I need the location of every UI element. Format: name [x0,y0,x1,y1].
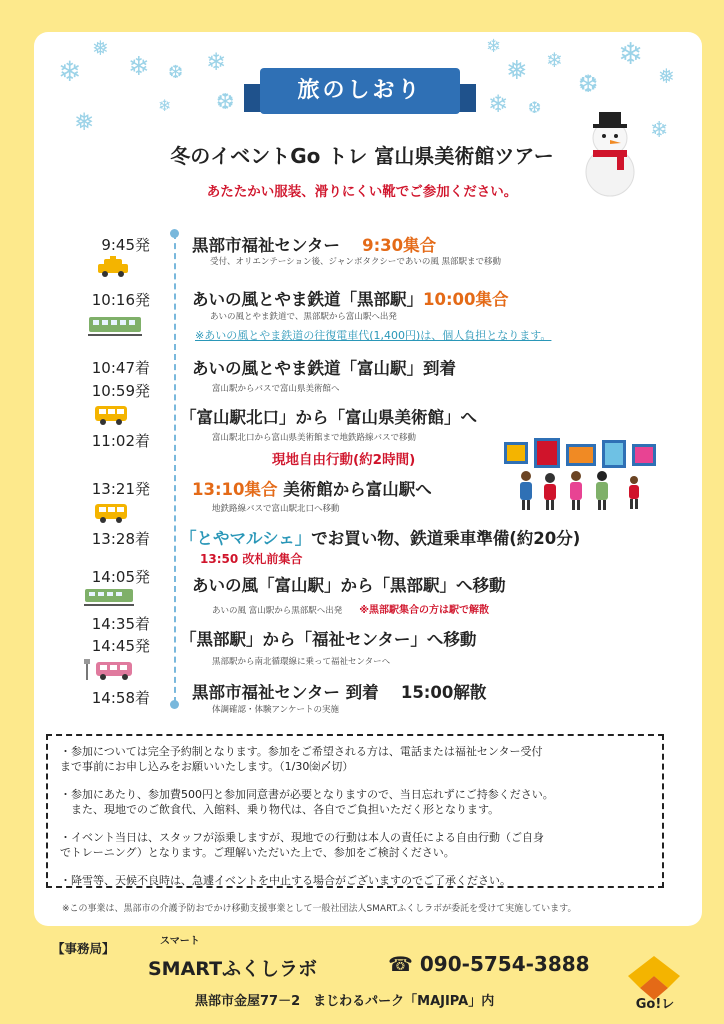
step-2-place: あいの風とやま鉄道「黒部駅」 [192,290,423,309]
step-4-note: 富山駅北口から富山県美術館まで地鉄路線バスで移動 [212,433,417,443]
snowflake-icon: ❅ [74,108,95,136]
time-arrive: 11:02着 [91,432,150,450]
time-depart: 10:59発 [91,382,150,400]
step-7-place: あいの風「富山駅」から「黒部駅」へ移動 [192,576,506,595]
train-icon [84,586,134,608]
snowflake-icon: ❄ [158,96,172,115]
step-6-highlight: 「とやマルシェ」 [180,529,312,548]
time-arrive: 14:35着 [91,615,150,633]
step-9-note: 体調確認・体験アンケートの実施 [212,705,339,715]
step-9-end: 15:00解散 [400,683,487,702]
phone-number[interactable] [388,952,590,976]
step-3-note: 富山駅からバスで富山県美術館へ [212,384,340,394]
step-6-meet: 13:50 改札前集合 [200,552,303,566]
phone-icon: ☎ [388,952,413,976]
step-1-place: 黒部市福祉センター [192,236,340,255]
time-depart: 10:16発 [91,291,150,309]
step-8-place: 「黒部駅」から「福祉センター」へ移動 [180,630,477,649]
step-9-place: 黒部市福祉センター 到着 [192,683,379,702]
time-arrive: 14:58着 [91,689,150,707]
local-bus-icon [84,658,134,682]
snowflake-icon: ❄ [206,48,227,76]
step-4-place: 「富山駅北口」から「富山県美術館」へ [180,408,477,427]
step-9-title [192,679,486,703]
snowflake-icon: ❄ [546,48,563,72]
snowflake-icon: ❄ [58,55,82,88]
notice-item: ・参加については完全予約制となります。参加をご希望される方は、電話または福祉センター受付 まで事前にお申し込みをお願いいたします。（1/30㈮〆切） [60,745,543,773]
notice-item: ・降雪等、天候不良時は、急遽イベントを中止する場合がございますのでご了承ください。 [60,874,511,887]
step-1-meet: 9:30集合 [362,236,437,255]
notice-item: ・イベント当日は、スタッフが添乗しますが、現地での行動は本人の責任による自由行動（ご自身 でトレーニング）となります。ご理解いただいた上で、参加をご検討ください。 [60,831,544,859]
step-5-meet: 13:10集合 [192,480,278,499]
snowflake-icon: ❅ [506,56,528,86]
bus-icon [94,502,128,524]
notice-box [46,734,664,888]
time-arrive: 10:47着 [91,359,150,377]
snowflake-icon: ❆ [216,90,235,115]
page-banner: 旅のしおり [260,68,460,114]
time-depart: 9:45発 [101,236,150,254]
step-5-note: 地鉄路線バスで富山駅北口へ移動 [212,504,340,514]
step-5-place: 美術館から富山駅へ [283,480,432,499]
step-7-note-text: あいの風 富山駅から黒部駅へ出発 [212,606,343,616]
step-7-warning: ※黒部駅集合の方は駅で解散 [359,605,489,616]
step-7-note [212,601,489,616]
snowflake-icon: ❆ [528,98,542,117]
taxi-icon [96,256,130,278]
org-name: SMARTふくしラボ [148,958,318,980]
step-5-title [192,476,432,500]
step-1-title [192,232,436,256]
snowflake-icon: ❅ [658,64,675,88]
step-2-title [192,286,509,310]
timeline-line [174,233,176,703]
step-2-note: あいの風とやま鉄道で、黒部駅から富山駅へ出発 [210,312,397,322]
org-ruby: スマート [160,936,200,947]
snowflake-icon: ❄ [488,90,509,118]
phone-number-text: 090-5754-3888 [419,952,590,976]
step-8-note: 黒部駅から南北循環線に乗って福祉センターへ [212,657,391,667]
snowflake-icon: ❅ [92,36,109,60]
step-2-meet: 10:00集合 [423,290,509,309]
office-label: 【事務局】 [52,941,115,956]
step-1-note: 受付、オリエンテーション後、ジャンボタクシーであいの風 黒部駅まで移動 [210,257,502,267]
train-icon [88,314,142,338]
snowflake-icon: ❄ [486,36,502,57]
page-title: 冬のイベントGo トレ 富山県美術館ツアー [170,144,554,168]
step-3-place: あいの風とやま鉄道「富山駅」到着 [192,359,456,378]
step-6-place: でお買い物、鉄道乗車準備(約20分) [311,529,581,548]
free-time-label: 現地自由行動(約2時間) [272,452,416,468]
step-6-title [180,525,580,549]
notice-item: ・参加にあたり、参加費500円と参加同意書が必要となりますので、当日忘れずにご持参ください。 また、現地でのご飲食代、入館料、乗り物代は、各自でご負担いただく形となります。 [60,788,554,816]
bus-icon [94,404,128,426]
time-depart: 14:05発 [91,568,150,586]
timeline-end-dot [170,700,179,709]
snowman-icon [575,108,645,198]
snowflake-icon: ❆ [578,70,599,98]
snowflake-icon: ❄ [128,52,150,82]
museum-visitors-illustration [502,436,658,512]
snowflake-icon: ❄ [618,37,644,72]
footnote: ※この事業は、黒部市の介護予防おでかけ移動支援事業として一般社団法人SMARTふくしラボが委託を受けて実施しています。 [62,904,577,914]
snowflake-icon: ❄ [650,118,669,143]
fare-note-link[interactable]: ※あいの風とやま鉄道の往復電車代(1,400円)は、個人負担となります。 [195,329,552,342]
logo-text: Go!レ [635,997,675,1012]
time-arrive: 13:28着 [91,530,150,548]
timeline-start-dot [170,229,179,238]
page-subtitle: あたたかい服装、滑りにくい靴でご参加ください。 [206,184,518,200]
time-depart: 13:21発 [91,480,150,498]
snowflake-icon: ❆ [168,62,184,83]
time-depart: 14:45発 [91,637,150,655]
address: 黒部市金屋77－2 まじわるパーク「MAJIPA」内 [195,994,495,1009]
